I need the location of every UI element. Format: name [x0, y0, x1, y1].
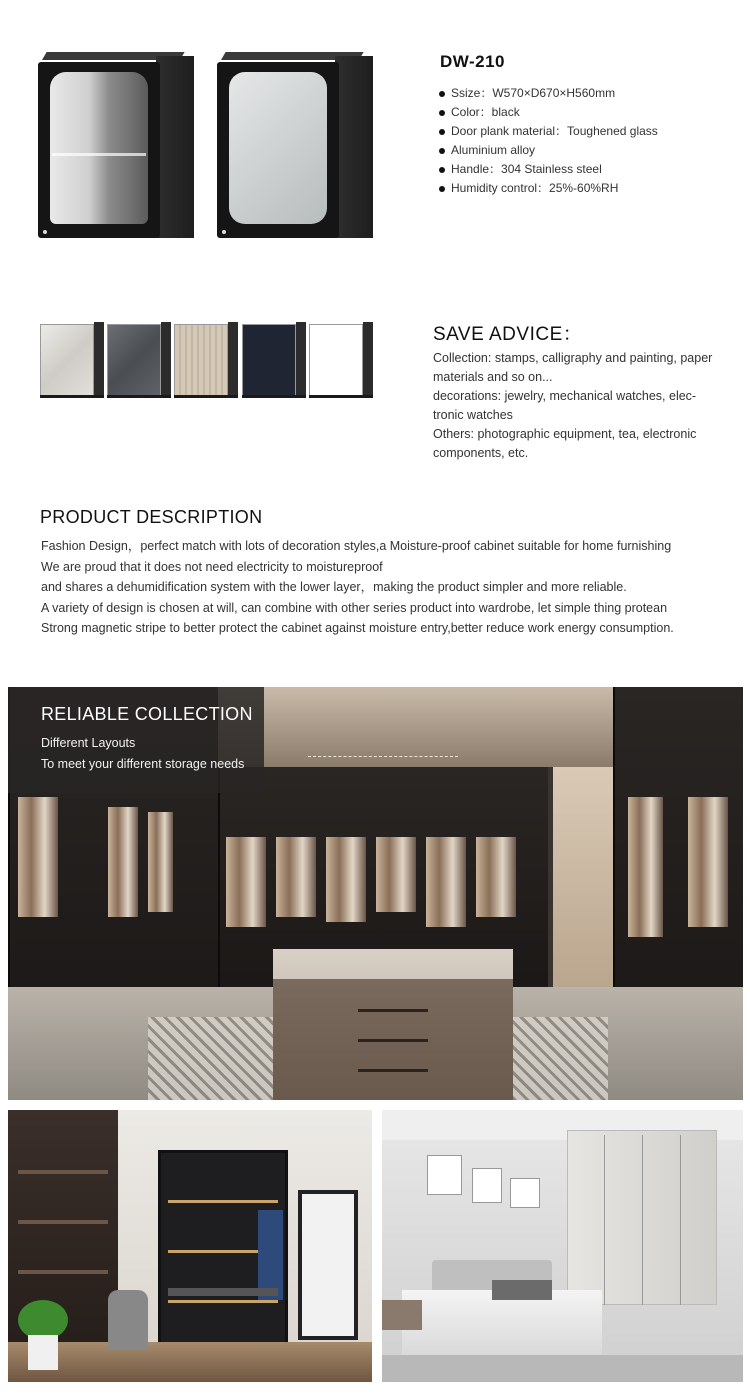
advice-line: decorations: jewelry, mechanical watches, elec-tronic watches	[433, 389, 697, 422]
advice-line: Others: photographic equipment, tea, electronic components, etc.	[433, 427, 697, 460]
save-advice-title: SAVE ADVICE：	[433, 324, 583, 345]
spec-item: Ssize：W570×D670×H560mm	[439, 84, 658, 103]
bedroom-image	[382, 1110, 743, 1382]
color-swatch-marble	[40, 322, 104, 398]
spec-item: Humidity control：25%-60%RH	[439, 179, 658, 198]
swatch-face	[174, 324, 228, 398]
spec-list	[439, 84, 658, 198]
banner-title: RELIABLE COLLECTION	[41, 704, 253, 724]
bullet-icon	[439, 129, 445, 135]
color-swatch-white	[309, 322, 373, 398]
spec-item: Door plank material：Toughened glass	[439, 122, 658, 141]
product-description-title: PRODUCT DESCRIPTION	[40, 507, 263, 527]
cabinet-open-door-image	[38, 52, 196, 238]
product-model-title: DW-210	[440, 52, 506, 71]
product-description-text	[41, 536, 731, 639]
bullet-icon	[439, 110, 445, 116]
cabinet-closed-door-image	[217, 52, 375, 238]
spec-item: Aluminium alloy	[439, 141, 658, 160]
description-line: Strong magnetic stripe to better protect the cabinet against moisture entry,better reduce work energy consumption.	[41, 621, 674, 635]
spec-item: Handle：304 Stainless steel	[439, 160, 658, 179]
bullet-icon	[439, 186, 445, 192]
description-line: Fashion Design，perfect match with lots of decoration styles,a Moisture-proof cabinet suitable for home furnishing	[41, 539, 672, 553]
color-swatch-slate	[107, 322, 171, 398]
bullet-icon	[439, 167, 445, 173]
swatch-face	[242, 324, 296, 398]
walk-in-closet-image	[8, 687, 743, 1100]
description-line: and shares a dehumidification system with the lower layer，making the product simpler and more reliable.	[41, 580, 627, 594]
swatch-face	[107, 324, 161, 398]
color-swatch-navy	[242, 322, 306, 398]
bullet-icon	[439, 91, 445, 97]
center-island	[273, 949, 513, 1100]
study-room-image	[8, 1110, 372, 1382]
color-swatch-wood	[174, 322, 238, 398]
banner-subtitle-1: Different Layouts	[41, 736, 136, 750]
spec-item: Color：black	[439, 103, 658, 122]
swatch-face	[40, 324, 94, 398]
swatch-face	[309, 324, 363, 398]
chandelier	[308, 697, 458, 757]
advice-line: Collection: stamps, calligraphy and painting, paper materials and so on...	[433, 351, 713, 384]
save-advice-text	[433, 349, 723, 463]
description-line: We are proud that it does not need electricity to moistureproof	[41, 559, 383, 574]
description-line: A variety of design is chosen at will, can combine with other series product into wardrobe, let simple thing protean	[41, 600, 668, 615]
bullet-icon	[439, 148, 445, 154]
banner-subtitle-2: To meet your different storage needs	[41, 757, 245, 771]
